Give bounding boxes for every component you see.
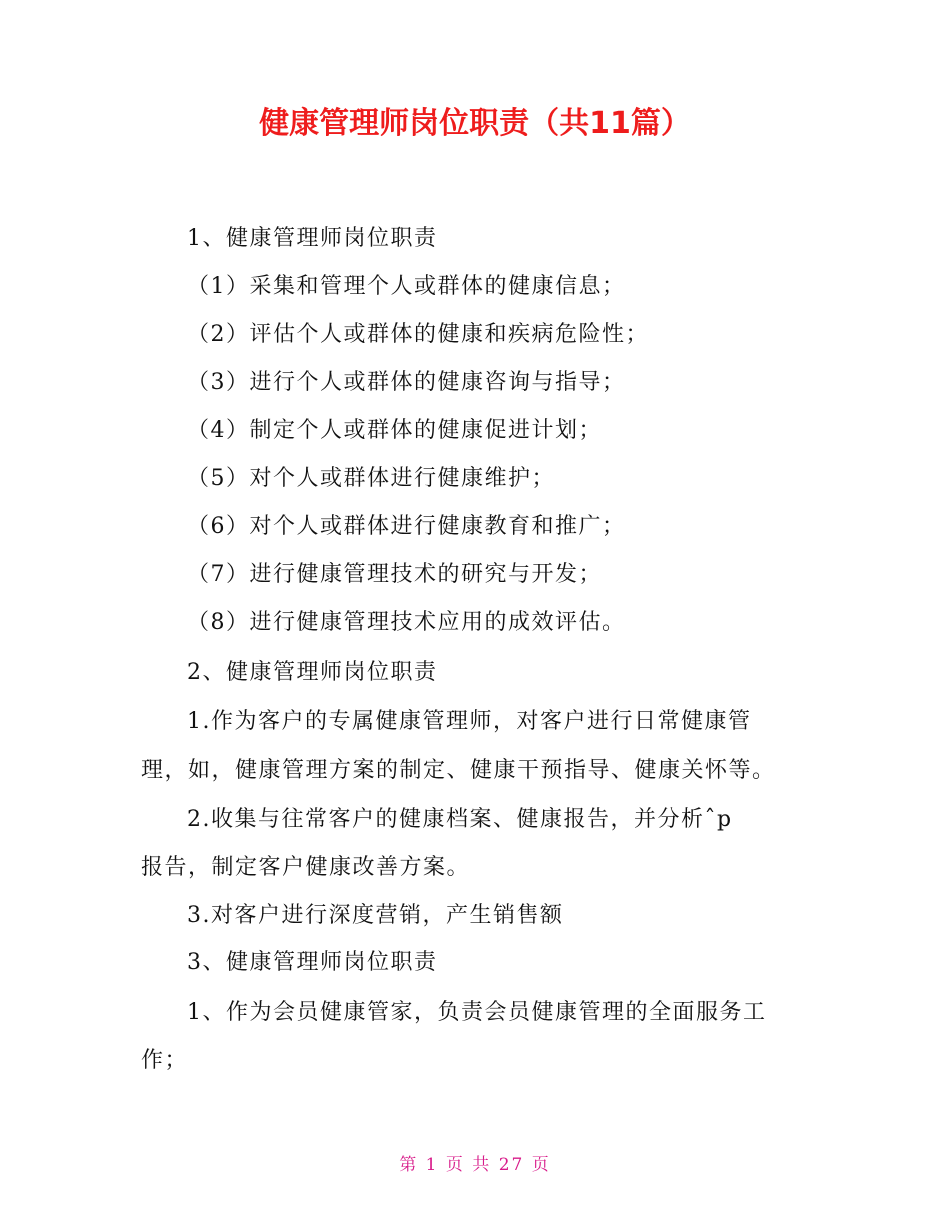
page-footer: 第 1 页 共 27 页: [399, 1155, 551, 1175]
paragraph-line: 3.对客户进行深度营销，产生销售额: [187, 903, 564, 928]
paragraph-line: 1.作为客户的专属健康管理师，对客户进行日常健康管: [187, 709, 752, 734]
paragraph-line: 1、作为会员健康管家，负责会员健康管理的全面服务工: [187, 1000, 767, 1025]
list-item-5: （5）对个人或群体进行健康维护；: [187, 466, 555, 491]
paragraph-line: 作；: [141, 1048, 189, 1073]
list-item-7: （7）进行健康管理技术的研究与开发；: [187, 562, 602, 587]
list-item-3: （3）进行个人或群体的健康咨询与指导；: [187, 370, 626, 395]
paragraph-line: 理，如，健康管理方案的制定、健康干预指导、健康关怀等。: [141, 758, 776, 783]
list-item-1: （1）采集和管理个人或群体的健康信息；: [187, 274, 626, 299]
list-item-6: （6）对个人或群体进行健康教育和推广；: [187, 514, 626, 539]
paragraph-line: 报告，制定客户健康改善方案。: [141, 855, 471, 880]
list-item-8: （8）进行健康管理技术应用的成效评估。: [187, 610, 626, 635]
paragraph-line: 2.收集与往常客户的健康档案、健康报告，并分析ˆp: [187, 807, 733, 832]
section-heading-3: 3、健康管理师岗位职责: [187, 950, 438, 975]
list-item-2: （2）评估个人或群体的健康和疾病危险性；: [187, 322, 649, 347]
section-heading-2: 2、健康管理师岗位职责: [187, 660, 438, 685]
section-heading-1: 1、健康管理师岗位职责: [187, 226, 438, 251]
list-item-4: （4）制定个人或群体的健康促进计划；: [187, 418, 602, 443]
document-title: 健康管理师岗位职责（共11篇）: [259, 106, 691, 141]
